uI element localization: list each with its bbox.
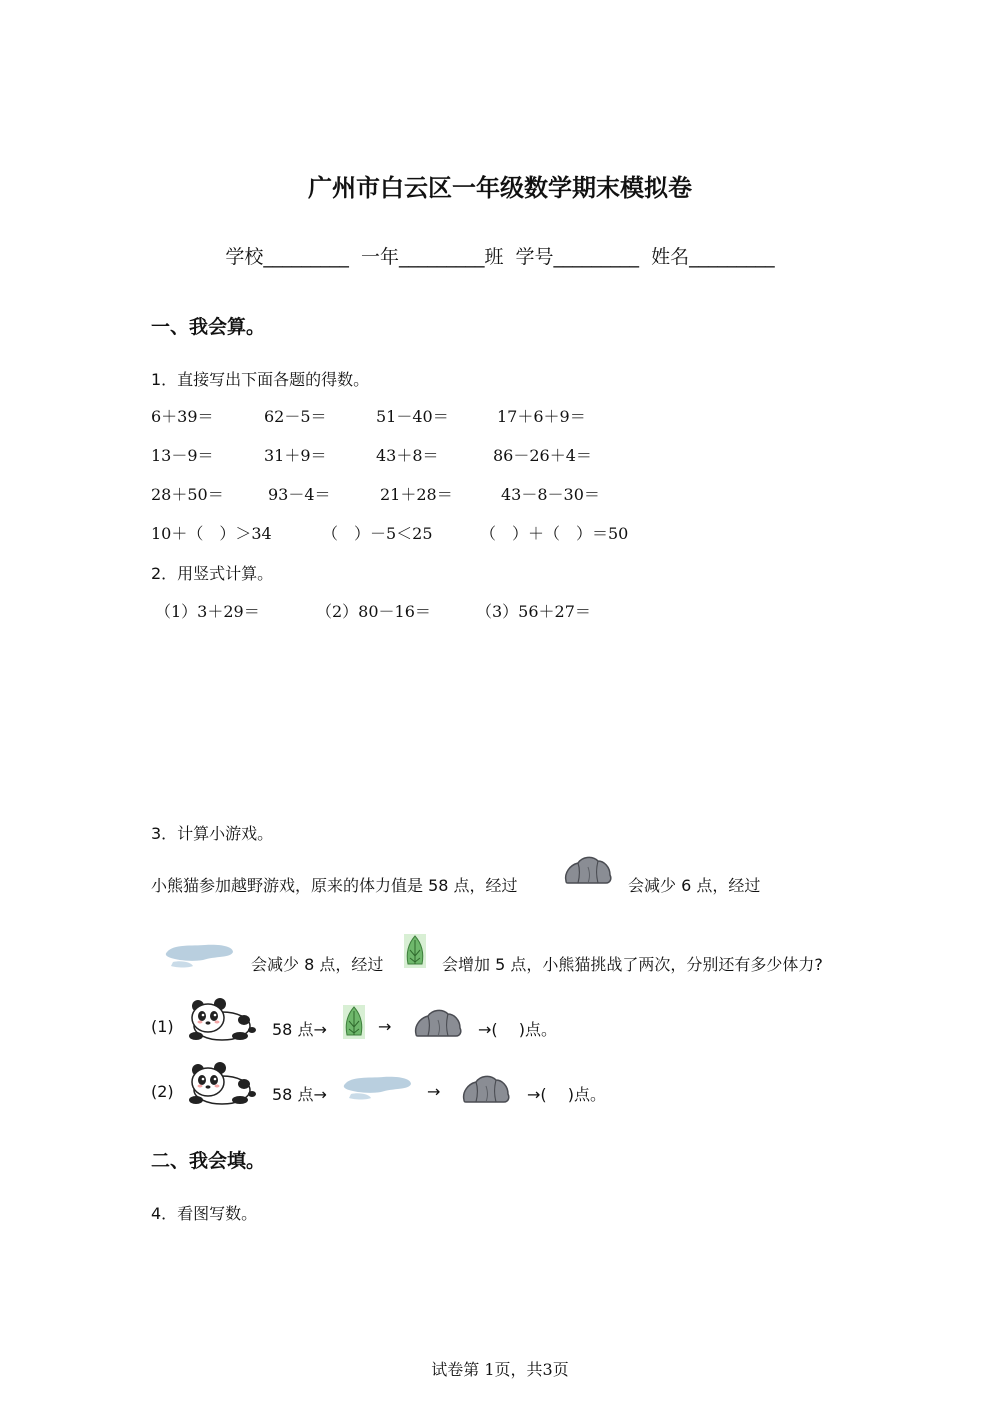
game-label: (1) <box>151 1017 174 1036</box>
calc-item: 6＋39＝ <box>151 407 214 426</box>
student-info <box>0 242 1000 269</box>
vertical-calc-item: （2）80－16＝ <box>316 602 431 621</box>
grade-class-field[interactable]: 一年_________班 <box>360 246 504 268</box>
question-1: 1．直接写出下面各题的得数。 <box>151 370 370 389</box>
game-label: (2) <box>151 1082 174 1101</box>
calc-item: 86－26＋4＝ <box>493 446 592 465</box>
rock-icon <box>460 1074 510 1104</box>
calc-item: 43＋8＝ <box>376 446 439 465</box>
calc-item: 28＋50＝ <box>151 485 224 504</box>
rock-icon <box>562 855 612 885</box>
panda-icon <box>186 1000 258 1042</box>
vertical-calc-row <box>0 599 1000 623</box>
page-footer: 试卷第 1页，共3页 <box>431 1360 569 1379</box>
calc-row <box>0 443 1000 467</box>
school-field[interactable]: 学校_________ <box>225 246 349 268</box>
game-start: 58 点→ <box>272 1085 327 1104</box>
question-4: 4．看图写数。 <box>151 1204 258 1223</box>
rock-icon <box>412 1008 462 1038</box>
calc-row <box>0 521 1000 545</box>
calc-item: 62－5＝ <box>264 407 327 426</box>
calc-item: （ ）－5＜25 <box>322 524 433 543</box>
calc-item: 21＋28＝ <box>380 485 453 504</box>
game-answer-blank[interactable]: →( )点。 <box>478 1020 557 1039</box>
story-text: 会减少 8 点，经过 <box>251 955 384 974</box>
game-answer-blank[interactable]: →( )点。 <box>527 1085 606 1104</box>
calc-item: 17＋6＋9＝ <box>497 407 586 426</box>
story-text: 会增加 5 点，小熊猫挑战了两次，分别还有多少体力? <box>442 955 823 974</box>
calc-item: （ ）＋（ ）＝50 <box>480 524 629 543</box>
calc-item: 10＋（ ）＞34 <box>151 524 272 543</box>
student-number-field[interactable]: 学号_________ <box>515 246 640 268</box>
section-heading-fill: 二、我会填。 <box>151 1150 266 1172</box>
game-arrow: → <box>378 1017 392 1036</box>
story-text: 会减少 6 点，经过 <box>628 876 761 895</box>
puddle-icon <box>341 1072 413 1102</box>
bamboo-shoot-icon <box>404 934 426 968</box>
calc-item: 43－8－30＝ <box>501 485 600 504</box>
calc-item: 93－4＝ <box>268 485 331 504</box>
panda-icon <box>186 1064 258 1106</box>
page-title: 广州市白云区一年级数学期末模拟卷 <box>308 174 692 202</box>
calc-item: 31＋9＝ <box>264 446 327 465</box>
puddle-icon <box>163 940 235 970</box>
bamboo-shoot-icon <box>343 1005 365 1039</box>
student-name-field[interactable]: 姓名_________ <box>651 246 775 268</box>
question-3: 3．计算小游戏。 <box>151 824 274 843</box>
game-start: 58 点→ <box>272 1020 327 1039</box>
story-text: 小熊猫参加越野游戏，原来的体力值是 58 点，经过 <box>151 876 518 895</box>
calc-item: 51－40＝ <box>376 407 449 426</box>
calc-row <box>0 404 1000 428</box>
question-2: 2．用竖式计算。 <box>151 564 274 583</box>
vertical-calc-item: （3）56＋27＝ <box>476 602 591 621</box>
section-heading-calculate: 一、我会算。 <box>151 316 266 338</box>
calc-row <box>0 482 1000 506</box>
game-arrow: → <box>427 1082 441 1101</box>
vertical-calc-item: （1）3＋29＝ <box>155 602 260 621</box>
calc-item: 13－9＝ <box>151 446 214 465</box>
